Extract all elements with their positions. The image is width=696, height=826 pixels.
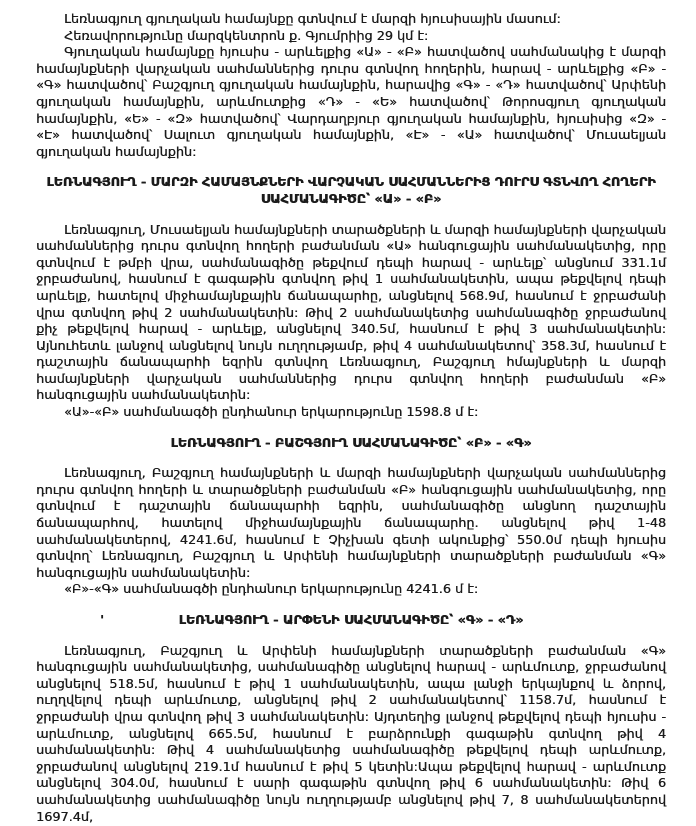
section-heading-arpeni-gd: ԼԵՌՆԱԳՅՈՒՂ - ԱՐՓԵՆԻ ՍԱՀՄԱՆԱԳԻԾԸ՝ «Գ» - «Դ» bbox=[178, 613, 524, 628]
section-heading-marz-lands-ab: ԼԵՌՆԱԳՅՈՒՂ - ՄԱՐԶԻ ՀԱՄԱՅՆՔՆԵՐԻ ՎԱՐՉԱԿԱՆ ՍԱՀՄԱՆՆԵՐԻՑ ԴՈՒՐՍ ԳՏՆՎՈՂ ՀՈՂԵՐԻ ՍԱՀՄԱՆԱԳԻԾԸ՝ «Ա» - «Բ» bbox=[46, 175, 656, 207]
intro-location-line: Լեռնագյուղ գյուղական համայնքը գտնվում է մարզի հյուսիսային մասում: bbox=[64, 12, 561, 27]
boundary-description-ab: Լեռնագյուղ, Մուսաելյան համայնքների տարածքների և մարզի համայնքների վարչական սահմաններից դուրս գտնվող հողերի բաժանման «Ա» հանգուցային սահմանակետից, որը գտնվում է թմբի վրա, սահմանագիծը թեքվում դեպի հարավ - արևելք՝ անցնում 331.1մ ջրբաժանով, հասնում է գագաթին գտնվող թիվ 1 սահմանակետին, ապա թեքվելով դեպի արևելք, հատելով միջհամայնքային ճանապարհը, անցնելով 568.9մ, հասնում է ջրբաժանի վրա գտնվող թիվ 2 սահմանակետին: Թիվ 2 սահմանակետից սահմանագիծը ջրբաժանով քիչ թեքվելով հարավ - արևելք, անցնելով 340.5մ, հասնում է թիվ 3 սահմանակետին: Այնուհետև լանջով անցնելով նույն ուղղությամբ, թիվ 4 սահմանակետով՝ 358.3մ, հասնում է դաշտային ճանապարհի եզրին գտնվող Լեռնագյուղ, Բաշգյուղ հմայնքների և մարզի համայնքների վարչական սահմաններից դուրս գտնվող հողերի բաժանման «Բ» հանգուցային սահմանակետին: bbox=[36, 222, 666, 404]
total-length-ab: «Ա»-«Բ» սահմանագծի ընդհանուր երկարությունը 1598.8 մ է: bbox=[64, 405, 479, 421]
boundary-description-gd: Լեռնագյուղ, Բաշգյուղ և Արփենի համայնքների տարածքների բաժանման «Գ» հանգուցային սահմանակետից, սահմանագիծը անցնելով հարավ - արևմուտք, ջրբաժանով անցնելով 518.5մ, հասնում է թիվ 1 սահմանակետին, ապա լանջի երկայնքով և ձորով, ուղղվելով դեպի արևմուտք, անցնելով թիվ 2 սահմանակետով՝ 1158.7մ, հասնում է ջրբաժանի վրա գտնվող թիվ 3 սահմանակետին: Այդտեղից լանջով թեքվելով դեպի հյուսիս - արևմուտք, անցնելով 665.5մ, հասնում է բարձրունքի գագաթին գտնվող թիվ 4 սահմանակետին: Թիվ 4 սահմանակետից սահմանագիծը թեքվելով դեպի արևմուտք, ջրբաժանով անցնելով 219.1մ հասնում է թիվ 5 կետին:Ապա թեքվելով հարավ - արևմուտք անցնելով 304.0մ, հասնում է սարի գագաթին գտնվող թիվ 6 սահմանակետին: Թիվ 6 սահմանակետից սահմանագիծը նույն ուղղությամբ անցնելով թիվ 7, 8 սահմանակետերով 1697.4մ, bbox=[36, 643, 666, 825]
section-heading-bashgyugh-bg: ԼԵՌՆԱԳՅՈՒՂ - ԲԱՇԳՅՈՒՂ ՍԱՀՄԱՆԱԳԻԾԸ՝ «Բ» - «Գ» bbox=[170, 435, 532, 451]
boundary-description-bg: Լեռնագյուղ, Բաշգյուղ համայնքների և մարզի համայնքների վարչական սահմաններից դուրս գտնվող հողերի և տարածքների բաժանման «Բ» հանգուցային սահմանակետից, որը գտնվում է դաշտային ճանապարհի եզրին, սահմանագիծը անցնող դաշտային ճանապարհով, հատելով միջհամայնքային ճանապարհը. անցնելով թիվ 1-48 սահմանակետերով, 4241.6մ, հասնում է Չիչխան գետի ակունքից՝ 550.0մ դեպի հյուսիս գտնվող՝ Լեռնագյուղ, Բաշգյուղ և Արփենի համայնքների տարածքների բաժանման «Գ» հանգուցային սահմանակետին: bbox=[36, 466, 666, 581]
stray-scan-mark: ' bbox=[100, 613, 104, 628]
neighbors-paragraph: Գյուղական համայնքը հյուսիս - արևելքից «Ա» - «Բ» հատվածով սահմանակից է մարզի համայնքների վարչական սահմաններից դուրս գտնվող հողերին, հարավ - արևելքից «Բ» - «Գ» հատվածով՝ Բաշգյուղ գյուղական համայնքին, հարավից «Գ» - «Դ» հատվածով՝ Արփենի գյուղական համայնքին, արևմուտքից «Դ» - «Ե» հատվածով՝ Թորոսգյուղ գյուղական համայնքին, «Ե» - «Զ» հատվածով՝ Վարդաղբյուր գյուղական համայնքին, հյուսիսից «Զ» - «Է» հատվածով՝ Սալուտ գյուղական համայնքին, «Է» - «Ա» հատվածով՝ Մուսաելյան գյուղական համայնքին: bbox=[36, 45, 666, 160]
section-heading-row-arpeni bbox=[36, 613, 666, 630]
intro-distance-line: Հեռավորությունը մարզկենտրոն ք. Գյումրիից 29 կմ է: bbox=[64, 28, 429, 44]
total-length-bg: «Բ»-«Գ» սահմանագծի ընդհանուր երկարությունը 4241.6 մ է: bbox=[64, 582, 479, 598]
